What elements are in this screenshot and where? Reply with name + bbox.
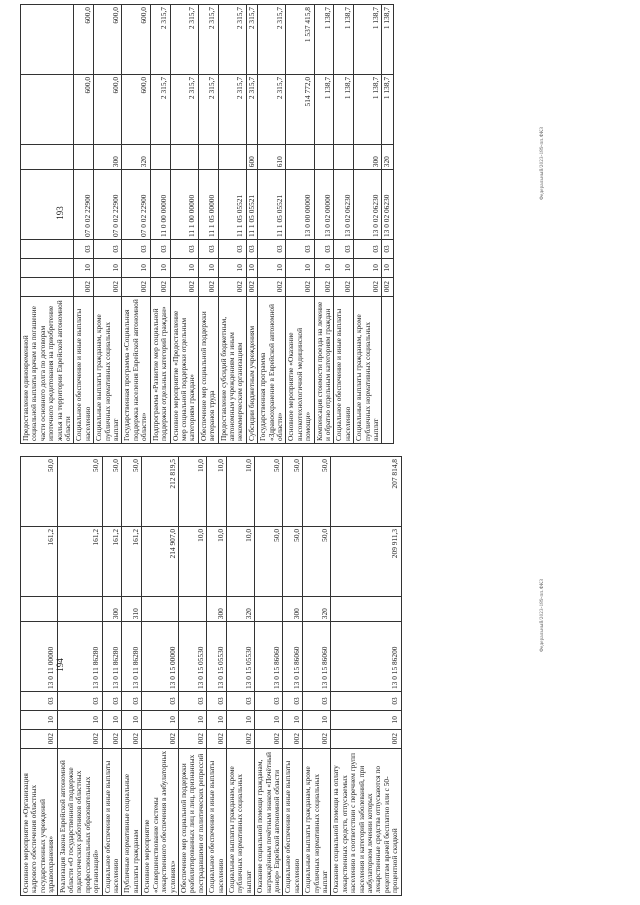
pr-cell: 03 bbox=[382, 240, 393, 259]
rz-cell: 10 bbox=[122, 710, 142, 729]
rz-cell: 10 bbox=[226, 710, 254, 729]
rz-cell: 10 bbox=[283, 710, 303, 729]
row-name-cell: Социальное обеспечение и иные выплаты населению bbox=[283, 748, 303, 895]
vr-cell: 300 bbox=[354, 144, 382, 169]
amount-2025-cell: 600,0 bbox=[74, 5, 94, 75]
vr-cell bbox=[21, 596, 58, 621]
pr-cell: 03 bbox=[150, 240, 170, 259]
ved-cell: 002 bbox=[382, 277, 393, 296]
ved-cell: 002 bbox=[314, 277, 334, 296]
pr-cell: 03 bbox=[122, 692, 142, 711]
rz-cell: 10 bbox=[255, 710, 283, 729]
amount-2025-cell: 2 315,7 bbox=[150, 5, 170, 75]
amount-2025-cell: 2 315,7 bbox=[170, 5, 198, 75]
rotated-table-container bbox=[20, 456, 620, 896]
amount-2024-cell bbox=[21, 74, 74, 144]
table-row bbox=[178, 457, 206, 896]
rz-cell: 10 bbox=[218, 258, 246, 277]
table-row bbox=[122, 5, 150, 444]
rz-cell: 10 bbox=[150, 258, 170, 277]
pr-cell: 03 bbox=[314, 240, 334, 259]
table-row bbox=[74, 5, 94, 444]
ved-cell: 002 bbox=[331, 729, 401, 748]
vr-cell: 320 bbox=[382, 144, 393, 169]
amount-2024-cell: 2 315,7 bbox=[198, 74, 218, 144]
amount-2024-cell: 1 138,7 bbox=[314, 74, 334, 144]
ved-cell: 002 bbox=[303, 729, 331, 748]
amount-2024-cell: 10,0 bbox=[178, 526, 206, 596]
csr-cell: 11 1 05 05521 bbox=[218, 170, 246, 240]
csr-cell: 13 0 11 86280 bbox=[122, 622, 142, 692]
csr-cell: 13 0 02 06230 bbox=[382, 170, 393, 240]
rz-cell: 10 bbox=[286, 258, 314, 277]
page-193 bbox=[0, 0, 640, 452]
table-row bbox=[314, 5, 334, 444]
amount-2024-cell: 214 907,0 bbox=[142, 526, 179, 596]
row-name-cell: Социальные выплаты гражданам, кроме публичных нормативных социальных выплат bbox=[94, 296, 122, 443]
pr-cell: 03 bbox=[334, 240, 354, 259]
table-row bbox=[226, 457, 254, 896]
amount-2025-cell: 1 138,7 bbox=[382, 5, 393, 75]
pr-cell: 03 bbox=[207, 692, 227, 711]
vr-cell bbox=[142, 596, 179, 621]
ved-cell: 002 bbox=[198, 277, 218, 296]
table-row bbox=[102, 457, 122, 896]
vr-cell bbox=[170, 144, 198, 169]
amount-2025-cell: 50,0 bbox=[21, 457, 58, 527]
amount-2024-cell: 50,0 bbox=[303, 526, 331, 596]
pr-cell: 03 bbox=[331, 692, 401, 711]
csr-cell: 13 0 15 05530 bbox=[207, 622, 227, 692]
vr-cell bbox=[198, 144, 218, 169]
pr-cell: 03 bbox=[142, 692, 179, 711]
rz-cell: 10 bbox=[94, 258, 122, 277]
amount-2025-cell: 1 138,7 bbox=[314, 5, 334, 75]
csr-cell: 07 0 02 22900 bbox=[94, 170, 122, 240]
table-row bbox=[198, 5, 218, 444]
vr-cell bbox=[314, 144, 334, 169]
amount-2024-cell: 2 315,7 bbox=[258, 74, 286, 144]
row-name-cell: Обеспечение мер социальной поддержки ветеранов труда bbox=[198, 296, 218, 443]
pr-cell bbox=[21, 240, 74, 259]
pr-cell: 03 bbox=[286, 240, 314, 259]
ved-cell: 002 bbox=[102, 729, 122, 748]
amount-2025-cell: 10,0 bbox=[226, 457, 254, 527]
row-name-cell: Оказание социальной помощи на оплату лекарственных средств, отпускаемых населению в соответствии с перечнем групп населения и категорий заболеваний, при амбулаторном лечении которых лекарственные средства отпускаются по рецептам врачей бесплатно или с 50-процентной скидкой bbox=[331, 748, 401, 895]
csr-cell: 13 0 15 05530 bbox=[226, 622, 254, 692]
rz-cell: 10 bbox=[354, 258, 382, 277]
vr-cell: 310 bbox=[122, 596, 142, 621]
rz-cell: 10 bbox=[331, 710, 401, 729]
table-row bbox=[286, 5, 314, 444]
csr-cell: 13 0 15 86060 bbox=[255, 622, 283, 692]
document-stamp: Федеральный/2023-189-пп.ФКЗ bbox=[540, 578, 545, 652]
amount-2025-cell: 50,0 bbox=[255, 457, 283, 527]
pr-cell: 03 bbox=[178, 692, 206, 711]
amount-2024-cell: 50,0 bbox=[255, 526, 283, 596]
vr-cell bbox=[21, 144, 74, 169]
row-name-cell: Публичные нормативные социальные выплаты гражданам bbox=[122, 748, 142, 895]
ved-cell: 002 bbox=[122, 729, 142, 748]
vr-cell bbox=[74, 144, 94, 169]
amount-2025-cell: 50,0 bbox=[102, 457, 122, 527]
ved-cell: 002 bbox=[258, 277, 286, 296]
amount-2024-cell: 2 315,7 bbox=[170, 74, 198, 144]
csr-cell: 07 0 02 22900 bbox=[74, 170, 94, 240]
ved-cell bbox=[21, 277, 74, 296]
table-row bbox=[255, 457, 283, 896]
pr-cell: 03 bbox=[21, 692, 58, 711]
rz-cell bbox=[21, 258, 74, 277]
csr-cell: 13 0 11 00000 bbox=[21, 622, 58, 692]
table-row bbox=[122, 457, 142, 896]
amount-2024-cell: 161,2 bbox=[102, 526, 122, 596]
row-name-cell: Основное мероприятие «Совершенствование системы лекарственного обеспечения в амбулаторных условиях» bbox=[142, 748, 179, 895]
ved-cell: 002 bbox=[21, 729, 58, 748]
page-number: 193 bbox=[54, 206, 65, 220]
amount-2025-cell: 2 315,7 bbox=[218, 5, 246, 75]
table-row bbox=[150, 5, 170, 444]
rz-cell: 10 bbox=[57, 710, 102, 729]
vr-cell bbox=[331, 596, 401, 621]
vr-cell bbox=[218, 144, 246, 169]
table-row bbox=[207, 457, 227, 896]
amount-2025-cell: 1 537 415,8 bbox=[286, 5, 314, 75]
row-name-cell: Государственная программа «Социальная поддержка населения Еврейской автономной области» bbox=[122, 296, 150, 443]
ved-cell: 002 bbox=[74, 277, 94, 296]
csr-cell: 11 1 00 00000 bbox=[170, 170, 198, 240]
rotated-table-container bbox=[20, 4, 620, 444]
budget-table bbox=[20, 4, 394, 444]
rz-cell: 10 bbox=[314, 258, 334, 277]
vr-cell: 600 bbox=[246, 144, 257, 169]
amount-2025-cell: 212 819,5 bbox=[142, 457, 179, 527]
amount-2024-cell: 10,0 bbox=[207, 526, 227, 596]
csr-cell: 13 0 15 86200 bbox=[331, 622, 401, 692]
amount-2025-cell: 50,0 bbox=[122, 457, 142, 527]
rz-cell: 10 bbox=[170, 258, 198, 277]
amount-2025-cell: 1 138,7 bbox=[354, 5, 382, 75]
ved-cell: 002 bbox=[226, 729, 254, 748]
rz-cell: 10 bbox=[334, 258, 354, 277]
csr-cell: 13 0 11 86280 bbox=[102, 622, 122, 692]
amount-2025-cell: 600,0 bbox=[122, 5, 150, 75]
rz-cell: 10 bbox=[246, 258, 257, 277]
row-name-cell bbox=[382, 296, 393, 443]
row-name-cell: Социальные выплаты гражданам, кроме публичных нормативных социальных выплат bbox=[226, 748, 254, 895]
amount-2025-cell: 10,0 bbox=[178, 457, 206, 527]
row-name-cell: Основное мероприятие «Оказание высокотехнологичной медицинской помощи» bbox=[286, 296, 314, 443]
pr-cell: 03 bbox=[226, 692, 254, 711]
rz-cell: 10 bbox=[122, 258, 150, 277]
page-number: 194 bbox=[54, 658, 65, 672]
table-row bbox=[142, 457, 179, 896]
vr-cell bbox=[57, 596, 102, 621]
csr-cell bbox=[21, 170, 74, 240]
amount-2024-cell: 2 315,7 bbox=[218, 74, 246, 144]
row-name-cell: Социальные выплаты гражданам, кроме публичных нормативных социальных выплат bbox=[303, 748, 331, 895]
csr-cell: 13 0 15 86060 bbox=[303, 622, 331, 692]
row-name-cell: Оказание социальной помощи гражданам, награждённым почётным знаком «Почётный донор» Еврейской автономной области bbox=[255, 748, 283, 895]
vr-cell: 300 bbox=[94, 144, 122, 169]
ved-cell: 002 bbox=[142, 729, 179, 748]
amount-2024-cell: 1 138,7 bbox=[382, 74, 393, 144]
row-name-cell: Основное мероприятие «Предоставление мер социальной поддержки отдельным категориям граждан» bbox=[170, 296, 198, 443]
ved-cell: 002 bbox=[334, 277, 354, 296]
amount-2024-cell: 50,0 bbox=[283, 526, 303, 596]
csr-cell: 11 1 05 05521 bbox=[258, 170, 286, 240]
pr-cell: 03 bbox=[246, 240, 257, 259]
csr-cell: 13 0 02 00000 bbox=[314, 170, 334, 240]
vr-cell: 300 bbox=[102, 596, 122, 621]
table-row bbox=[218, 5, 246, 444]
row-name-cell: Социальное обеспечение и иные выплаты населению bbox=[207, 748, 227, 895]
rz-cell: 10 bbox=[142, 710, 179, 729]
row-name-cell: Компенсация стоимости проезда на лечение и обратно отдельным категориям граждан bbox=[314, 296, 334, 443]
pr-cell: 03 bbox=[303, 692, 331, 711]
table-row bbox=[382, 5, 393, 444]
row-name-cell: Социальные выплаты гражданам, кроме публичных нормативных социальных выплат bbox=[354, 296, 382, 443]
row-name-cell: Государственная программа «Здравоохранение в Еврейской автономной области» bbox=[258, 296, 286, 443]
pr-cell: 03 bbox=[122, 240, 150, 259]
vr-cell bbox=[255, 596, 283, 621]
csr-cell: 11 1 05 00000 bbox=[198, 170, 218, 240]
table-row bbox=[170, 5, 198, 444]
ved-cell: 002 bbox=[218, 277, 246, 296]
document-stamp: Федеральный/2023-189-пп.ФКЗ bbox=[540, 126, 545, 200]
csr-cell: 13 0 02 06230 bbox=[334, 170, 354, 240]
rz-cell: 10 bbox=[382, 258, 393, 277]
row-name-cell: Подпрограмма «Развитие мер социальной поддержки отдельных категорий граждан» bbox=[150, 296, 170, 443]
pr-cell: 03 bbox=[283, 692, 303, 711]
table-row bbox=[94, 5, 122, 444]
table-row bbox=[334, 5, 354, 444]
rz-cell: 10 bbox=[178, 710, 206, 729]
row-name-cell: Обеспечение мер социальной поддержки реабилитированных лиц и лиц, признанных пострадавшими от политических репрессий bbox=[178, 748, 206, 895]
table-row bbox=[246, 5, 257, 444]
table-row bbox=[21, 5, 74, 444]
vr-cell: 320 bbox=[122, 144, 150, 169]
amount-2025-cell: 2 315,7 bbox=[258, 5, 286, 75]
amount-2024-cell: 1 138,7 bbox=[334, 74, 354, 144]
pr-cell: 03 bbox=[255, 692, 283, 711]
amount-2024-cell: 161,2 bbox=[21, 526, 58, 596]
pr-cell: 03 bbox=[102, 692, 122, 711]
csr-cell: 13 0 15 00000 bbox=[142, 622, 179, 692]
budget-table bbox=[20, 456, 402, 896]
amount-2024-cell: 600,0 bbox=[122, 74, 150, 144]
pr-cell: 03 bbox=[218, 240, 246, 259]
csr-cell: 13 0 11 86280 bbox=[57, 622, 102, 692]
vr-cell bbox=[178, 596, 206, 621]
rz-cell: 10 bbox=[198, 258, 218, 277]
pr-cell: 03 bbox=[94, 240, 122, 259]
row-name-cell: Социальное обеспечение и иные выплаты населению bbox=[74, 296, 94, 443]
row-name-cell: Предоставление единовременной социальной выплаты врачам на погашение части основного долга по договорам ипотечного кредитования на приобретение жилья на территории Еврейской автономной области bbox=[21, 296, 74, 443]
amount-2024-cell: 600,0 bbox=[94, 74, 122, 144]
amount-2025-cell: 2 315,7 bbox=[198, 5, 218, 75]
pr-cell: 03 bbox=[258, 240, 286, 259]
vr-cell: 300 bbox=[207, 596, 227, 621]
ved-cell: 002 bbox=[246, 277, 257, 296]
rz-cell: 10 bbox=[258, 258, 286, 277]
row-name-cell: Социальное обеспечение и иные выплаты населению bbox=[102, 748, 122, 895]
amount-2024-cell: 161,2 bbox=[122, 526, 142, 596]
row-name-cell: Социальное обеспечение и иные выплаты населению bbox=[334, 296, 354, 443]
table-row bbox=[57, 457, 102, 896]
table-row bbox=[258, 5, 286, 444]
csr-cell: 11 0 00 00000 bbox=[150, 170, 170, 240]
amount-2025-cell: 1 138,7 bbox=[334, 5, 354, 75]
amount-2024-cell: 161,2 bbox=[57, 526, 102, 596]
table-row bbox=[283, 457, 303, 896]
csr-cell: 13 0 00 00000 bbox=[286, 170, 314, 240]
row-name-cell: Субсидии бюджетным учреждениям bbox=[246, 296, 257, 443]
pr-cell: 03 bbox=[198, 240, 218, 259]
ved-cell: 002 bbox=[286, 277, 314, 296]
rz-cell: 10 bbox=[207, 710, 227, 729]
amount-2025-cell: 207 814,8 bbox=[331, 457, 401, 527]
amount-2025-cell bbox=[21, 5, 74, 75]
page-194 bbox=[0, 452, 640, 904]
ved-cell: 002 bbox=[178, 729, 206, 748]
csr-cell: 11 1 05 05521 bbox=[246, 170, 257, 240]
amount-2024-cell: 1 138,7 bbox=[354, 74, 382, 144]
ved-cell: 002 bbox=[207, 729, 227, 748]
vr-cell: 610 bbox=[258, 144, 286, 169]
vr-cell bbox=[334, 144, 354, 169]
table-row bbox=[331, 457, 401, 896]
ved-cell: 002 bbox=[255, 729, 283, 748]
pr-cell: 03 bbox=[170, 240, 198, 259]
ved-cell: 002 bbox=[283, 729, 303, 748]
vr-cell: 320 bbox=[226, 596, 254, 621]
vr-cell: 320 bbox=[303, 596, 331, 621]
ved-cell: 002 bbox=[150, 277, 170, 296]
ved-cell: 002 bbox=[354, 277, 382, 296]
ved-cell: 002 bbox=[57, 729, 102, 748]
pr-cell: 03 bbox=[354, 240, 382, 259]
amount-2025-cell: 10,0 bbox=[207, 457, 227, 527]
pr-cell: 03 bbox=[57, 692, 102, 711]
amount-2025-cell: 50,0 bbox=[303, 457, 331, 527]
rz-cell: 10 bbox=[303, 710, 331, 729]
amount-2024-cell: 2 315,7 bbox=[246, 74, 257, 144]
ved-cell: 002 bbox=[122, 277, 150, 296]
csr-cell: 07 0 02 22900 bbox=[122, 170, 150, 240]
csr-cell: 13 0 02 06230 bbox=[354, 170, 382, 240]
vr-cell: 300 bbox=[283, 596, 303, 621]
amount-2025-cell: 2 315,7 bbox=[246, 5, 257, 75]
row-name-cell: Реализация Закона Еврейской автономной области «О государственной поддержке педагогических работников областных профессиональных образовательных организаций» bbox=[57, 748, 102, 895]
pr-cell: 03 bbox=[74, 240, 94, 259]
rz-cell: 10 bbox=[74, 258, 94, 277]
amount-2025-cell: 600,0 bbox=[94, 5, 122, 75]
row-name-cell: Основное мероприятие «Организация кадрового обеспечения областных государственных учреждений здравоохранения» bbox=[21, 748, 58, 895]
amount-2025-cell: 50,0 bbox=[283, 457, 303, 527]
amount-2024-cell: 600,0 bbox=[74, 74, 94, 144]
csr-cell: 13 0 15 05530 bbox=[178, 622, 206, 692]
vr-cell bbox=[150, 144, 170, 169]
amount-2024-cell: 514 772,0 bbox=[286, 74, 314, 144]
table-row bbox=[354, 5, 382, 444]
row-name-cell: Предоставление субсидий бюджетным, автономным учреждениям и иным некоммерческим организациям bbox=[218, 296, 246, 443]
ved-cell: 002 bbox=[94, 277, 122, 296]
vr-cell bbox=[286, 144, 314, 169]
amount-2024-cell: 209 911,3 bbox=[331, 526, 401, 596]
rz-cell: 10 bbox=[102, 710, 122, 729]
amount-2024-cell: 10,0 bbox=[226, 526, 254, 596]
rz-cell: 10 bbox=[21, 710, 58, 729]
table-row bbox=[303, 457, 331, 896]
amount-2024-cell: 2 315,7 bbox=[150, 74, 170, 144]
ved-cell: 002 bbox=[170, 277, 198, 296]
amount-2025-cell: 50,0 bbox=[57, 457, 102, 527]
csr-cell: 13 0 15 86060 bbox=[283, 622, 303, 692]
table-row bbox=[21, 457, 58, 896]
